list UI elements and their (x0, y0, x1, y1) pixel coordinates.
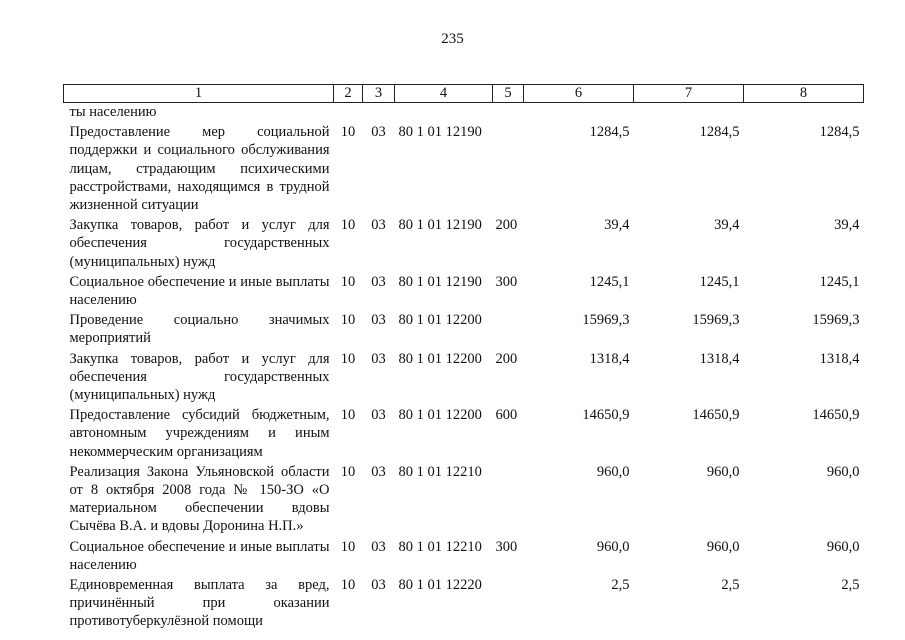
row-section: 10 (340, 124, 356, 141)
budget-table (63, 84, 864, 632)
row-subsection (363, 103, 395, 123)
header-row (64, 85, 864, 103)
table-row (64, 310, 864, 348)
row-name: ты населению (69, 104, 157, 120)
row-expense-type: 200 (495, 350, 518, 367)
row-value-col7: 15969,3 (692, 312, 740, 329)
row-expense-type (493, 575, 524, 632)
row-name: Закупка товаров, работ и услуг для обеспечения государственных (муниципальных) нужд (69, 350, 330, 404)
row-name: Проведение социально значимых мероприятий (69, 312, 330, 347)
row-expense-type (493, 103, 524, 123)
row-target-code: 80 1 01 12220 (398, 577, 482, 594)
row-expense-type: 300 (495, 273, 518, 290)
row-target-code: 80 1 01 12200 (398, 350, 482, 367)
row-value-col6: 960,0 (596, 463, 630, 480)
row-value-col7: 1245,1 (699, 273, 740, 290)
row-target-code: 80 1 01 12200 (398, 312, 482, 329)
row-section: 10 (340, 312, 356, 329)
row-name: Закупка товаров, работ и услуг для обеспечения государственных (муниципальных) нужд (69, 217, 330, 270)
table-row (64, 122, 864, 215)
table-row (64, 462, 864, 537)
row-target-code: 80 1 01 12200 (398, 407, 482, 424)
row-expense-type: 200 (495, 217, 518, 234)
row-value-col8: 1245,1 (819, 273, 860, 290)
row-section: 10 (340, 273, 356, 290)
page-number: 235 (441, 31, 464, 47)
table-row (64, 405, 864, 462)
column-header-5: 5 (493, 85, 524, 103)
row-value-col6: 14650,9 (582, 407, 630, 424)
row-value-col8: 39,4 (834, 217, 860, 234)
row-value-col6: 2,5 (611, 577, 630, 594)
row-value-col7: 1318,4 (699, 350, 740, 367)
row-value-col6 (524, 103, 634, 123)
row-value-col6: 1245,1 (589, 273, 630, 290)
row-value-col8 (744, 103, 864, 123)
row-value-col8: 15969,3 (812, 312, 860, 329)
row-value-col7: 960,0 (706, 538, 740, 555)
row-subsection: 03 (371, 312, 386, 329)
column-header-1: 1 (64, 85, 334, 103)
table-header (64, 85, 864, 103)
row-section: 10 (340, 217, 356, 234)
row-value-col7: 2,5 (721, 577, 740, 594)
table-row (64, 215, 864, 272)
row-value-col6: 15969,3 (582, 312, 630, 329)
row-target-code: 80 1 01 12190 (398, 273, 482, 290)
row-expense-type (493, 462, 524, 537)
row-value-col7 (634, 103, 744, 123)
row-name: Предоставление мер социальной поддержки и социального обслуживания лицам, страдающим психическими расстройствами, находящимся в трудной жизненной ситуации (69, 124, 330, 214)
row-subsection: 03 (371, 463, 386, 480)
row-subsection: 03 (371, 577, 386, 594)
row-subsection: 03 (371, 407, 386, 424)
row-value-col6: 1284,5 (589, 124, 630, 141)
row-subsection: 03 (371, 350, 386, 367)
row-section: 10 (340, 463, 356, 480)
row-section (334, 103, 363, 123)
row-name: Единовременная выплата за вред, причинённый при оказании противотуберкулёзной помощи (69, 577, 330, 630)
row-value-col6: 1318,4 (589, 350, 630, 367)
table-row (64, 575, 864, 632)
row-subsection: 03 (371, 217, 386, 234)
row-value-col8: 2,5 (841, 577, 860, 594)
column-header-2: 2 (334, 85, 363, 103)
row-value-col6: 960,0 (596, 538, 630, 555)
row-value-col7: 14650,9 (692, 407, 740, 424)
column-header-3: 3 (363, 85, 395, 103)
table-row (64, 103, 864, 123)
column-header-6: 6 (524, 85, 634, 103)
row-value-col8: 14650,9 (812, 407, 860, 424)
row-name: Социальное обеспечение и иные выплаты населению (69, 538, 330, 573)
row-target-code: 80 1 01 12210 (398, 538, 482, 555)
row-expense-type: 300 (495, 538, 518, 555)
row-value-col7: 1284,5 (699, 124, 740, 141)
row-subsection: 03 (371, 124, 386, 141)
column-header-4: 4 (395, 85, 493, 103)
row-value-col7: 960,0 (706, 463, 740, 480)
row-subsection: 03 (371, 273, 386, 290)
row-target-code: 80 1 01 12190 (398, 124, 482, 141)
row-value-col8: 1284,5 (819, 124, 860, 141)
row-name: Социальное обеспечение и иные выплаты населению (69, 273, 330, 309)
table-row (64, 349, 864, 406)
row-expense-type: 600 (495, 407, 518, 424)
row-section: 10 (340, 577, 356, 594)
table-body (64, 103, 864, 632)
column-header-8: 8 (744, 85, 864, 103)
row-section: 10 (340, 350, 356, 367)
row-value-col7: 39,4 (714, 217, 740, 234)
row-target-code: 80 1 01 12210 (398, 463, 482, 480)
table-row (64, 272, 864, 310)
row-name: Реализация Закона Ульяновской области от 8 октября 2008 года № 150-ЗО «О материальном обеспечении вдовы Сычёва В.А. и вдовы Доронина Н.П.» (69, 463, 330, 535)
column-header-7: 7 (634, 85, 744, 103)
row-value-col8: 960,0 (826, 463, 860, 480)
row-section: 10 (340, 407, 356, 424)
row-expense-type (493, 122, 524, 215)
row-expense-type (493, 310, 524, 348)
row-value-col6: 39,4 (604, 217, 630, 234)
row-section: 10 (340, 538, 356, 555)
row-target-code: 80 1 01 12190 (398, 217, 482, 234)
row-subsection: 03 (371, 538, 386, 555)
row-target-code (395, 103, 493, 123)
table-row (64, 537, 864, 575)
row-value-col8: 1318,4 (819, 350, 860, 367)
row-value-col8: 960,0 (826, 538, 860, 555)
row-name: Предоставление субсидий бюджетным, автономным учреждениям и иным некоммерческим организациям (69, 407, 330, 460)
